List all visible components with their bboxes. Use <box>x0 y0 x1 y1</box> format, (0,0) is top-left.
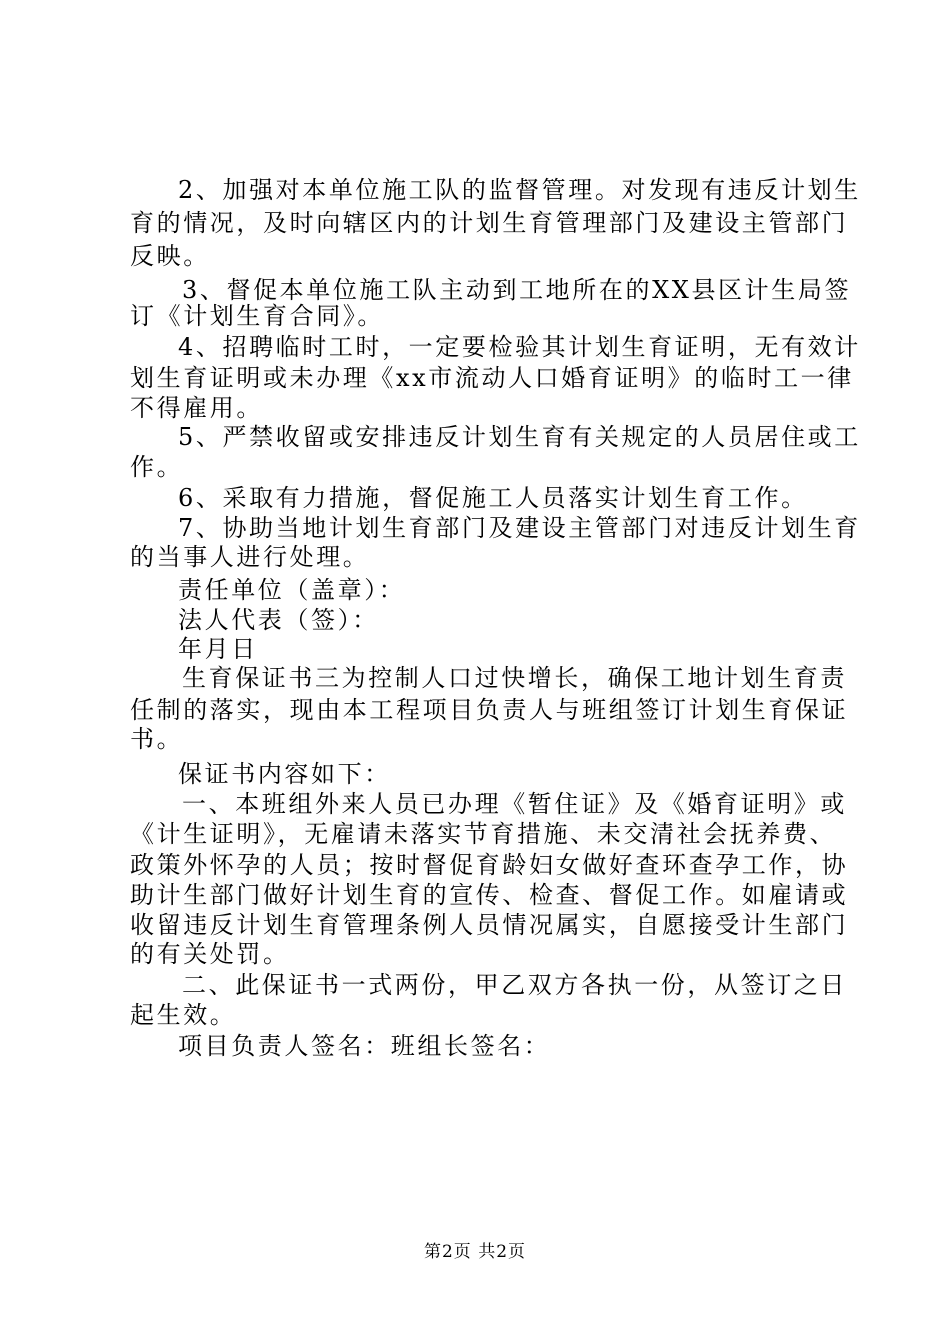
paragraph-line: 生育保证书三为控制人口过快增长，确保工地计划生育责 <box>182 664 847 692</box>
paragraph-line: 政策外怀孕的人员；按时督促育龄妇女做好查环查孕工作，协 <box>130 851 849 879</box>
paragraph-line: 划生育证明或未办理《xx市流动人口婚育证明》的临时工一律 <box>130 364 854 392</box>
paragraph-line: 的当事人进行处理。 <box>130 543 370 571</box>
paragraph-line: 《计生证明》，无雇请未落实节育措施、未交清社会抚养费、 <box>130 820 837 848</box>
paragraph-line: 反映。 <box>130 242 210 270</box>
paragraph-line: 任制的落实，现由本工程项目负责人与班组签订计划生育保证 <box>130 696 849 724</box>
paragraph-line: 作。 <box>130 453 184 481</box>
paragraph-line: 2、加强对本单位施工队的监督管理。对发现有违反计划生 <box>178 176 861 204</box>
signature-line-project: 项目负责人签名：班组长签名： <box>178 1032 551 1060</box>
paragraph-line: 起生效。 <box>130 1001 237 1029</box>
page-number-footer: 第2页 共2页 <box>423 1242 527 1262</box>
paragraph-line: 收留违反计划生育管理条例人员情况属实，自愿接受计生部门 <box>130 911 849 939</box>
paragraph-line: 4、招聘临时工时，一定要检验其计划生育证明，无有效计 <box>178 333 861 361</box>
paragraph-line: 书。 <box>130 725 184 753</box>
signature-line-legal-rep: 法人代表（签）： <box>178 606 379 634</box>
paragraph-line: 育的情况，及时向辖区内的计划生育管理部门及建设主管部门 <box>130 209 849 237</box>
date-line: 年月日 <box>178 635 258 663</box>
paragraph-line: 5、严禁收留或安排违反计划生育有关规定的人员居住或工 <box>178 423 861 451</box>
paragraph-line: 不得雇用。 <box>130 394 263 422</box>
paragraph-line: 二、此保证书一式两份，甲乙双方各执一份，从签订之日 <box>182 971 847 999</box>
paragraph-line: 7、协助当地计划生育部门及建设主管部门对违反计划生育 <box>178 514 861 542</box>
paragraph-line: 助计生部门做好计划生育的宣传、检查、督促工作。如雇请或 <box>130 881 849 909</box>
signature-line-unit: 责任单位（盖章）： <box>178 576 406 604</box>
paragraph-line: 订《计划生育合同》。 <box>130 302 384 330</box>
paragraph-line: 的有关处罚。 <box>130 940 290 968</box>
section-heading: 保证书内容如下： <box>178 760 391 788</box>
paragraph-line: 一、本班组外来人员已办理《暂住证》及《婚育证明》或 <box>182 790 847 818</box>
paragraph-line: 3、督促本单位施工队主动到工地所在的XX县区计生局签 <box>182 276 852 304</box>
paragraph-line: 6、采取有力措施，督促施工人员落实计划生育工作。 <box>178 484 808 512</box>
